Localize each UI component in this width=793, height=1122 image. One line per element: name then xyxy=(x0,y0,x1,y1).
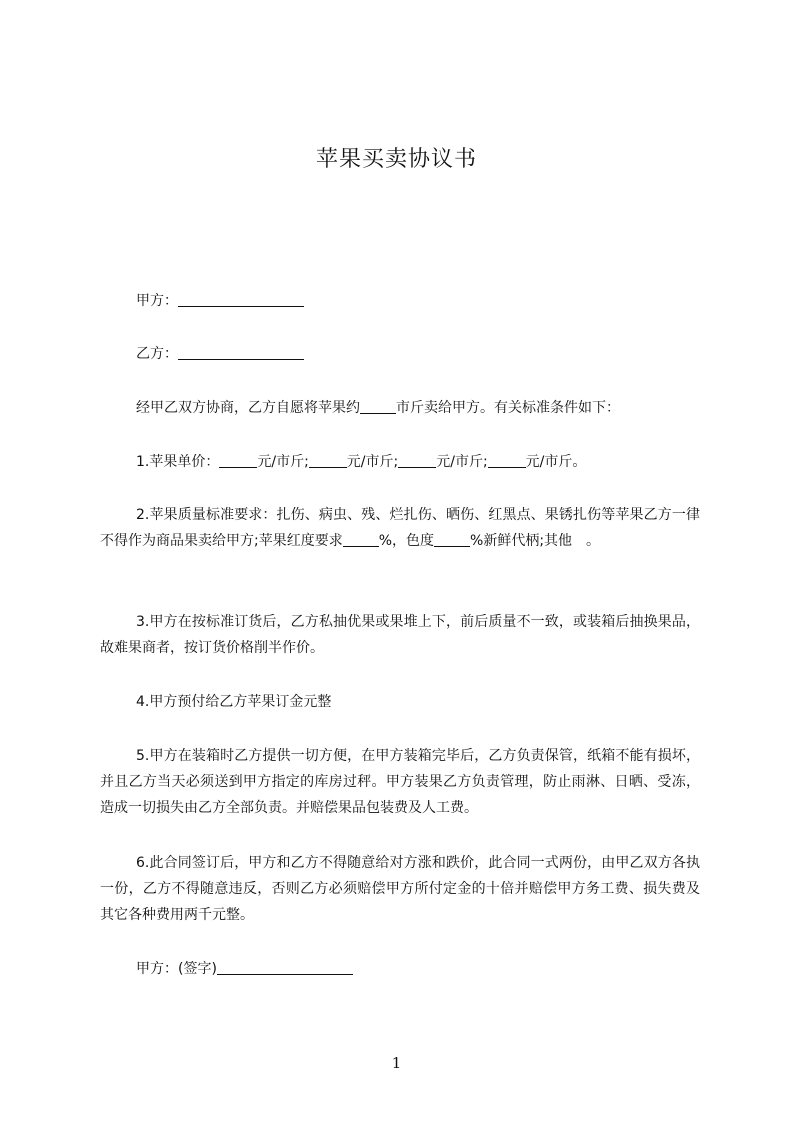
clause-4: 4.甲方预付给乙方苹果订金元整 xyxy=(136,694,332,710)
signature-blank xyxy=(217,960,353,975)
party-a-line xyxy=(100,288,700,314)
clause1-unit-1: 元/市斤 xyxy=(257,454,305,470)
page-number: 1 xyxy=(391,1054,402,1072)
clause-2 xyxy=(100,502,700,554)
clause-5: 5.甲方在装箱时乙方提供一切方便，在甲方装箱完毕后，乙方负责保管，纸箱不能有损坏，并且乙方当天必须送到甲方指定的库房过秤。甲方装果乙方负责管理，防止雨淋、日晒、受冻，造成一切损失由乙方全部负责。并赔偿果品包装费及人工费。 xyxy=(100,748,700,816)
intro-paragraph xyxy=(100,395,700,421)
quantity-blank xyxy=(360,399,396,414)
price-blank-3 xyxy=(398,453,436,468)
document-title: 苹果买卖协议书 xyxy=(315,147,477,172)
party-a-blank xyxy=(178,292,304,307)
clause2-part1: 2.苹果质量标准要求：扎伤、病虫、残、烂扎伤、晒伤、红黑点、果锈扎伤等苹果乙方一律不得作为商品果卖给甲方;苹果红度要求 xyxy=(100,507,700,549)
price-blank-2 xyxy=(309,453,347,468)
intro-part2: 市斤卖给甲方。有关标准条件如下： xyxy=(396,400,620,416)
clause1-unit-4: 元/市斤 xyxy=(525,454,573,470)
price-blank-1 xyxy=(219,453,257,468)
signature-line xyxy=(100,956,700,982)
clause1-prefix: 1.苹果单价： xyxy=(136,454,220,470)
party-b-line xyxy=(100,341,700,367)
color-blank xyxy=(434,532,470,547)
clause1-sep-1: ; xyxy=(304,454,309,470)
price-blank-4 xyxy=(488,453,526,468)
clause1-unit-2: 元/市斤 xyxy=(346,454,394,470)
clause1-sep-2: ; xyxy=(393,454,399,470)
signature-label: 甲方：(签字) xyxy=(136,961,217,977)
party-b-blank xyxy=(178,345,304,360)
intro-part1: 经甲乙双方协商，乙方自愿将苹果约 xyxy=(136,400,360,416)
party-a-label: 甲方： xyxy=(136,293,178,309)
clause-6: 6.此合同签订后，甲方和乙方不得随意给对方涨和跌价，此合同一式两份，由甲乙双方各执一份，乙方不得随意违反，否则乙方必须赔偿甲方所付定金的十倍并赔偿甲方务工费、损失费及其它各种费用两千元整。 xyxy=(100,855,700,923)
clause1-unit-3: 元/市斤 xyxy=(436,454,483,470)
clause2-part3: %新鲜代柄;其他 。 xyxy=(470,533,601,549)
party-b-label: 乙方： xyxy=(136,346,178,362)
clause1-sep-3: ; xyxy=(482,454,488,470)
clause2-part2: %，色度 xyxy=(378,533,435,549)
redness-blank xyxy=(343,532,379,547)
clause-1 xyxy=(100,449,700,475)
clause1-end: 。 xyxy=(572,454,587,470)
clause-3: 3.甲方在按标准订货后，乙方私抽优果或果堆上下，前后质量不一致，或装箱后抽换果品，故难果商者，按订货价格削半作价。 xyxy=(100,614,700,656)
